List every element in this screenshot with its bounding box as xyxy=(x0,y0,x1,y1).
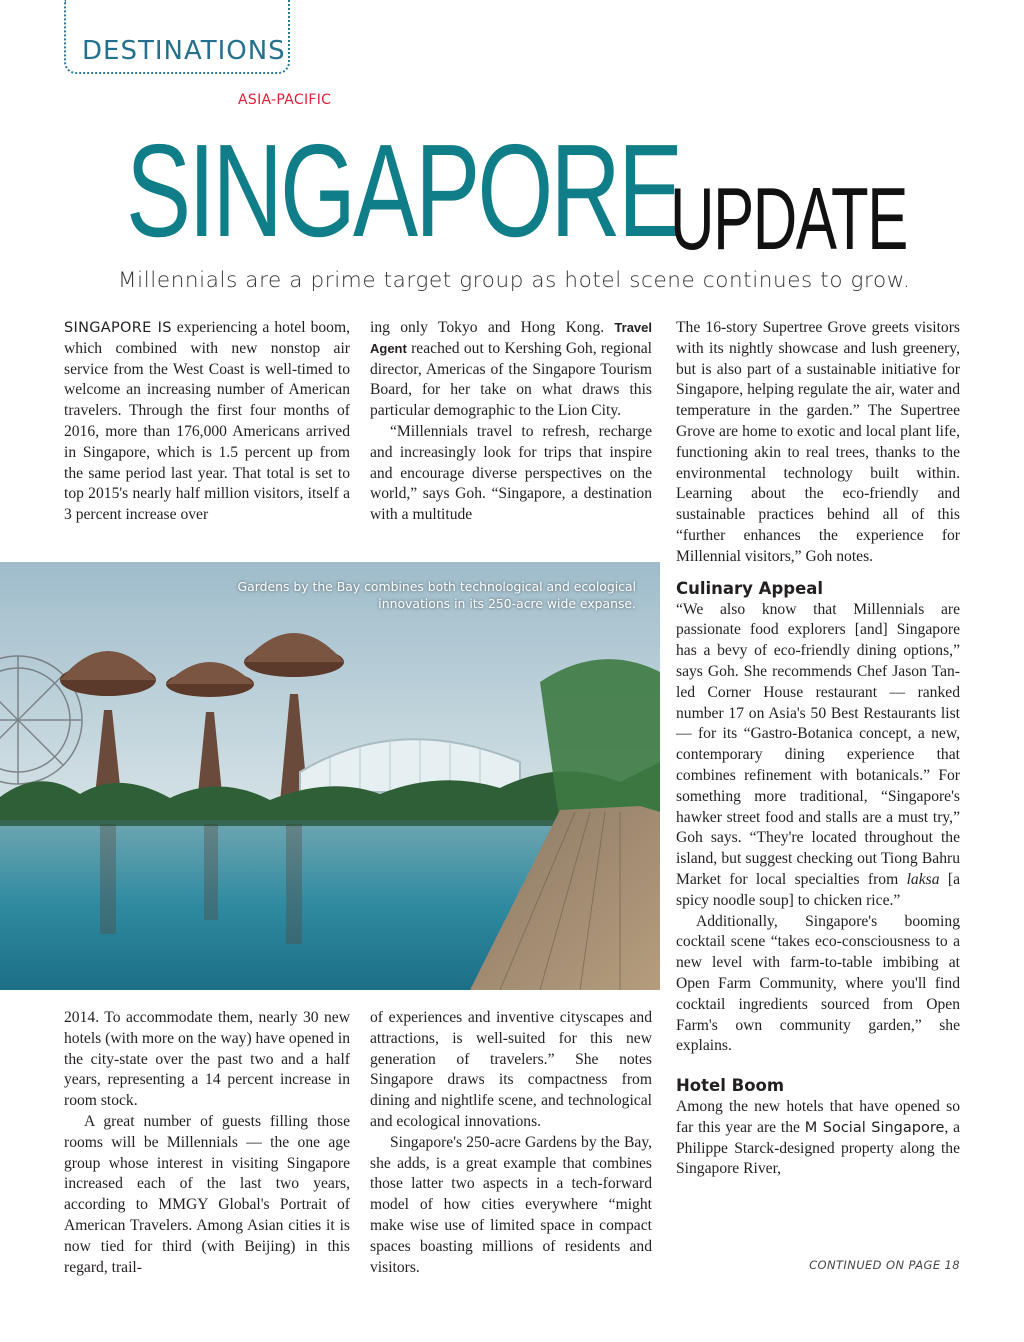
paragraph-text: “We also know that Millennials are passionate food explorers [and] Singapore has a bevy of eco-friendly dining options,” says Goh. She recommends Chef Jason Tan-led Corner House restaurant — ranked number 17 on Asia's 50 Best Restaurants list — for its “Gastro-Botanica concept, a new, contemporary dining experience that combines refinement with botanicals.” For something more traditional, “Singapore's hawker street food and stalls are a must try,” Goh says. “They're located throughout the island, but suggest checking out Tiong Bahru Market for local specialties from xyxy=(676,600,960,888)
photo-caption: Gardens by the Bay combines both technological and ecological innovations in its 250-acre wide expanse. xyxy=(237,579,636,611)
paragraph: The 16-story Supertree Grove greets visitors with its nightly showcase and lush greenery, but is also part of a sustainable initiative for Singapore, helping regulate the air, water and temperature in the garden.” The Supertree Grove are home to exotic and local plant life, functioning akin to real trees, thanks to the environmental technology built within. Learning about the eco-friendly and sustainable practices behind all of this “further enhances the experience for Millennial visitors,” Goh notes. xyxy=(676,319,960,565)
paragraph xyxy=(676,1097,960,1180)
paragraph: Singapore's 250-acre Gardens by the Bay, she adds, is a great example that combines those latter two aspects in a tech-forward model of how cities everywhere “might make wise use of limited space in compact spaces boasting millions of residents and visitors. xyxy=(370,1133,652,1276)
paragraph xyxy=(370,318,652,422)
paragraph xyxy=(64,318,350,526)
headline-sub: UPDATE xyxy=(670,169,907,268)
paragraph: of experiences and inventive cityscapes and attractions, is well-suited for this new generation of travelers.” She notes Singapore draws its compactness from dining and nightlife scene, and technological and ecological innovations. xyxy=(370,1009,652,1130)
column-2-bottom xyxy=(370,1008,652,1278)
subheading-hotel: Hotel Boom xyxy=(676,1076,785,1096)
hotel-name: M Social Singapore xyxy=(804,1119,945,1136)
section-tab xyxy=(64,0,290,74)
paragraph-text: reached out to Kershing Goh, regional director, Americas of the Singapore Tourism Board, for her take on what draws this particular demographic to the Lion City. xyxy=(370,339,652,420)
section-label: DESTINATIONS xyxy=(82,36,286,66)
paragraph: “Millennials travel to refresh, recharge and increasingly look for trips that inspire and encourage diverse perspectives on the world,” says Goh. “Singapore, a destination with a multitude xyxy=(370,422,652,524)
paragraph-text: , a Philippe Starck-designed property along the Singapore River, xyxy=(676,1118,961,1178)
lead-in: SINGAPORE IS xyxy=(64,320,172,336)
gardens-photo xyxy=(0,562,660,990)
italic-term: laksa xyxy=(906,870,940,888)
paragraph: A great number of guests filling those rooms will be Millennials — the one age group whose interest in visiting Singapore increased each of the last two years, according to MMGY Global's Portrait of American Travelers. Among Asian cities it is now tied for third (with Beijing) in this regard, trail- xyxy=(64,1112,350,1276)
subheading-culinary: Culinary Appeal xyxy=(676,578,824,598)
paragraph: 2014. To accommodate them, nearly 30 new hotels (with more on the way) have opened in the city-state over the past two and a half years, representing a 14 percent increase in room stock. xyxy=(64,1009,350,1110)
column-1-bottom xyxy=(64,1008,350,1278)
column-3 xyxy=(676,318,960,1180)
paragraph-text: ing only Tokyo and Hong Kong. xyxy=(370,319,605,336)
paragraph-text: experiencing a hotel boom, which combined with new nonstop air service from the West Coast is well-timed to welcome an increasing number of American travelers. Through the first four months of 2016, more than 176,000 Americans arrived in Singapore, which is 1.5 percent up from the same period last year. That total is set to top 2015's nearly half million visitors, itself a 3 percent increase over xyxy=(64,319,350,524)
region-label: ASIA-PACIFIC xyxy=(238,92,332,108)
headline xyxy=(126,117,907,268)
headline-main: SINGAPORE xyxy=(126,117,681,264)
paragraph-text: [a spicy noodle soup] to chicken rice.” xyxy=(676,870,960,909)
paragraph xyxy=(676,600,960,912)
column-2-top xyxy=(370,318,652,526)
column-1-top xyxy=(64,318,350,526)
deck-subtitle: Millennials are a prime target group as hotel scene continues to grow. xyxy=(118,268,911,293)
paragraph-text: Among the new hotels that have opened so far this year are the xyxy=(676,1098,960,1136)
magazine-name: Travel Agent xyxy=(370,320,652,356)
gardens-illustration xyxy=(0,562,660,990)
paragraph: Additionally, Singapore's booming cocktail scene “takes eco-consciousness to a new level with farm-to-table imbibing at Open Farm Community, where you'll find cocktail ingredients sourced from Open Farm's own community garden,” she explains. xyxy=(676,912,960,1055)
continued-note: CONTINUED ON PAGE 18 xyxy=(809,1258,960,1272)
